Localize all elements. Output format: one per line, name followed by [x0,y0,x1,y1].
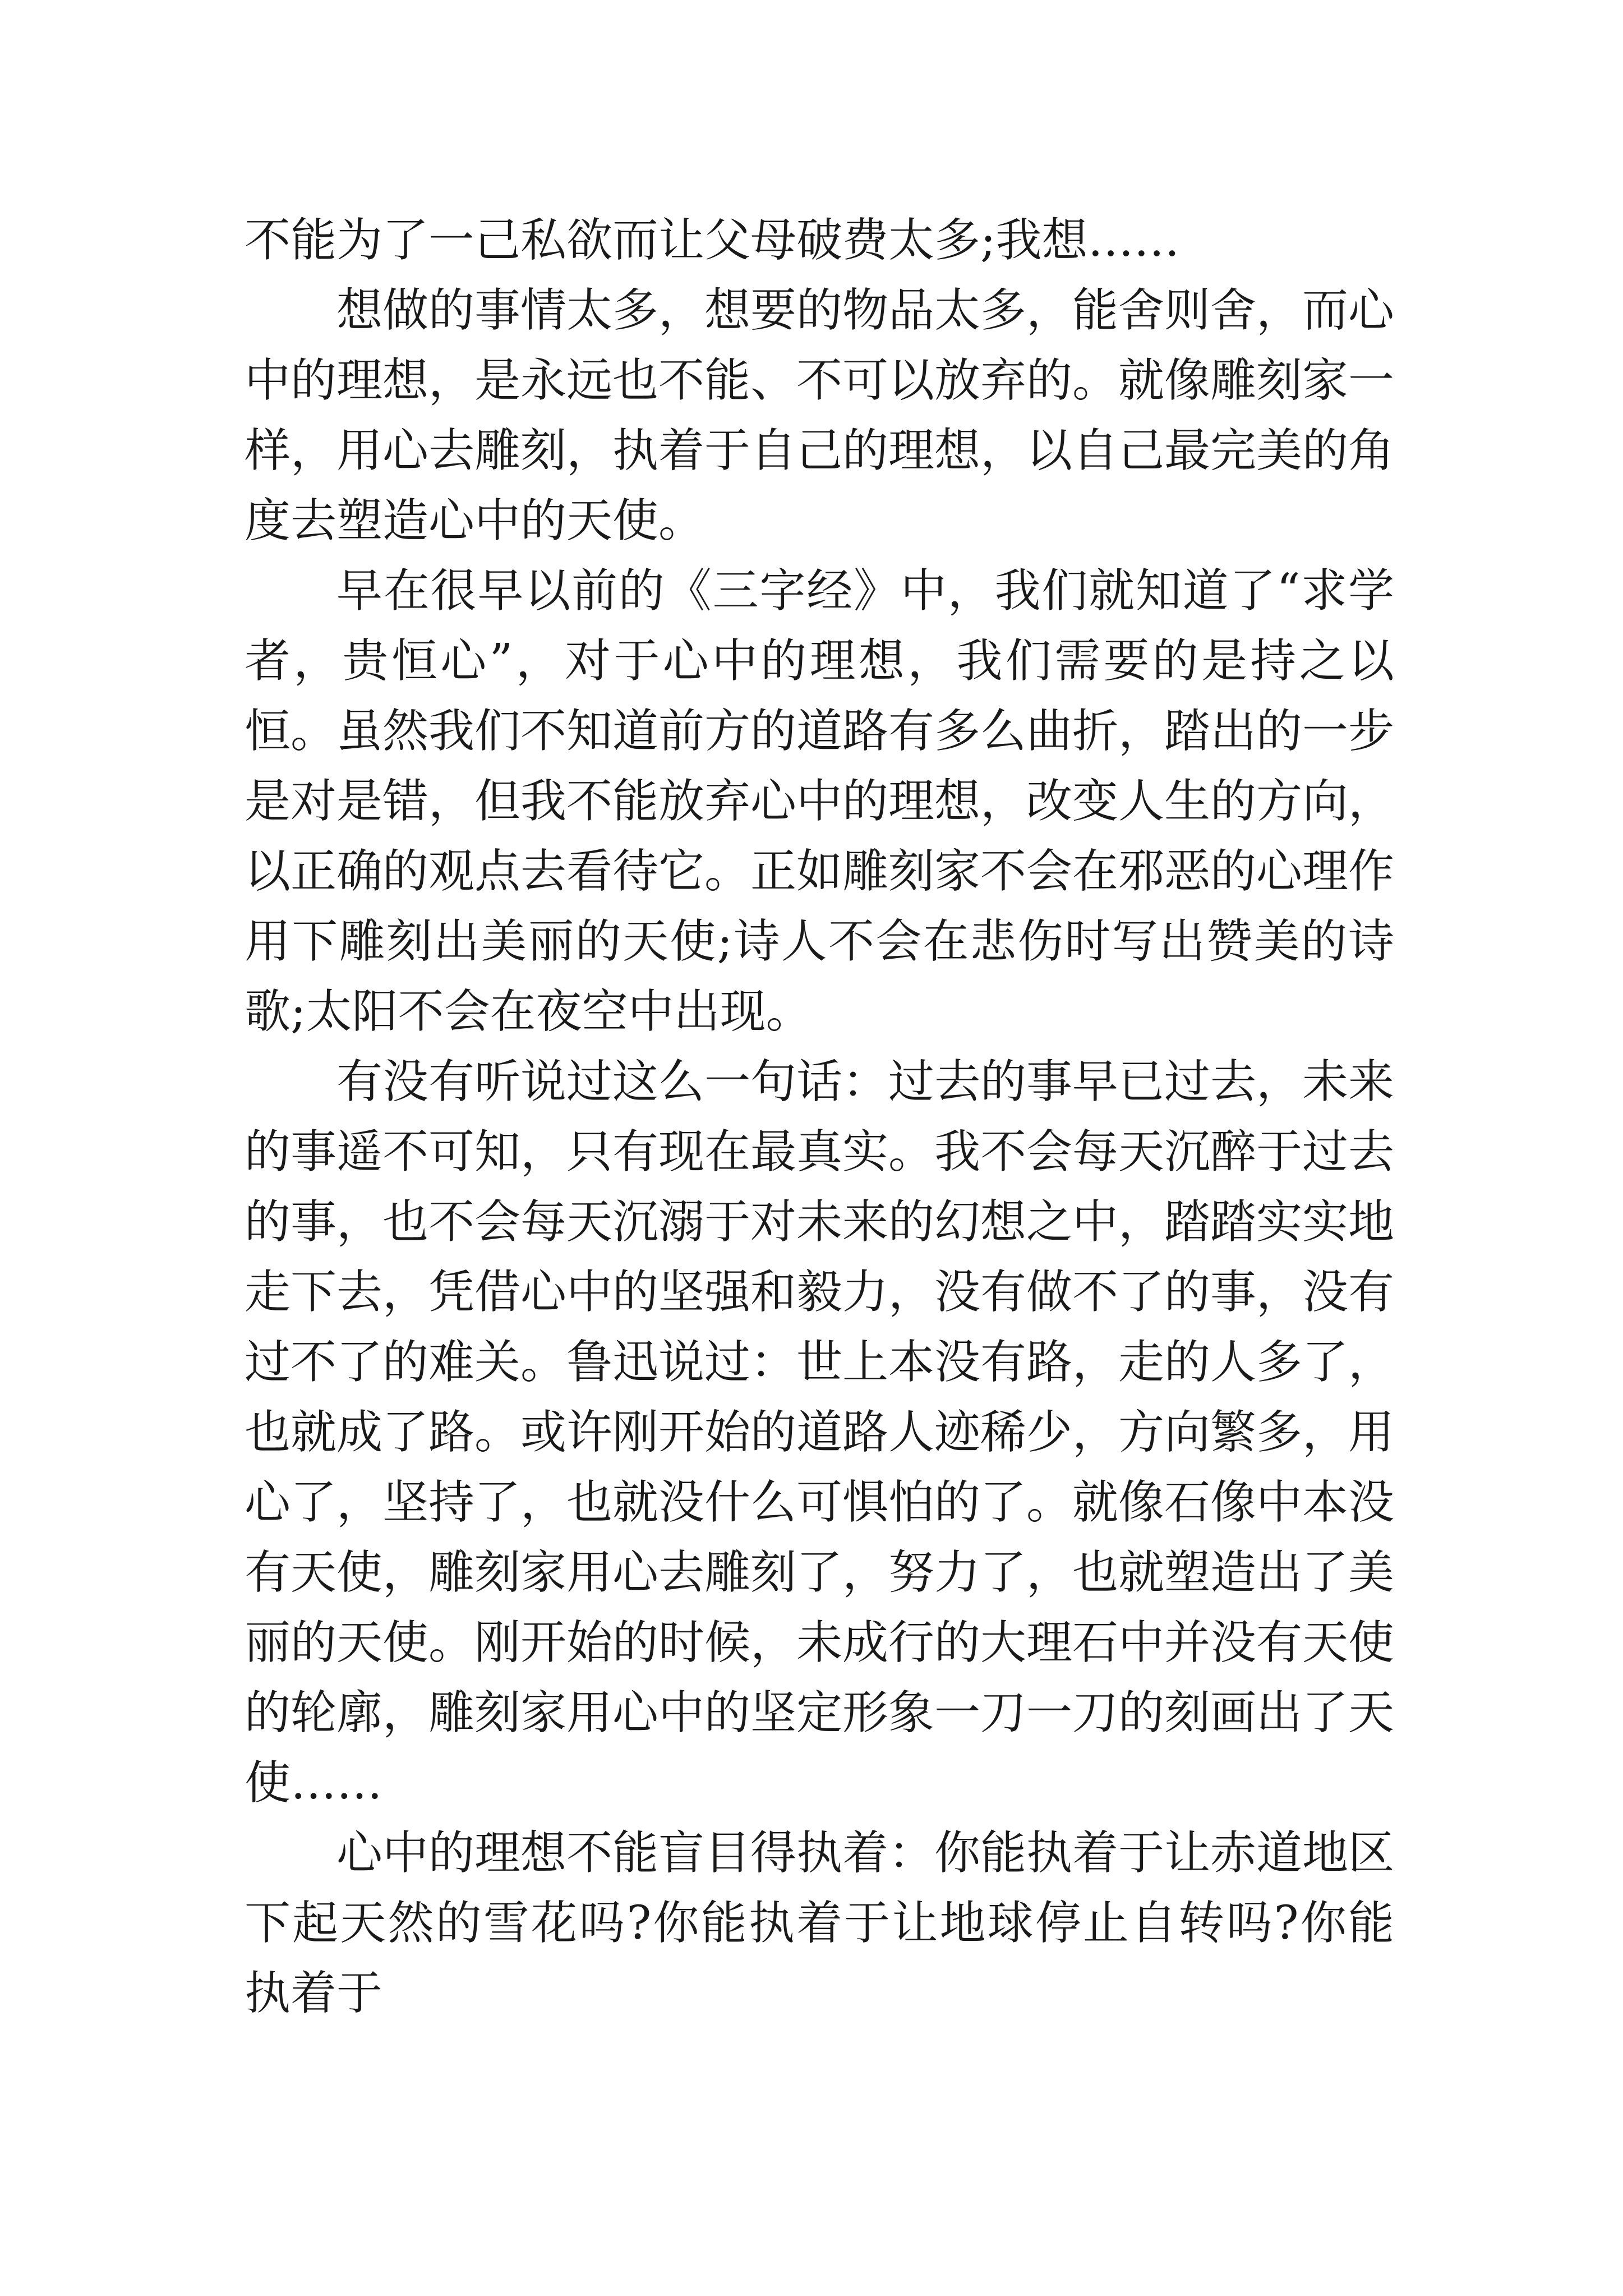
paragraph-5: 心中的理想不能盲目得执着：你能执着于让赤道地区下起天然的雪花吗?你能执着于让地球停止自转吗?你能执着于 [245,1826,1395,2020]
paragraph-4: 有没有听说过这么一句话：过去的事早已过去，未来的事遥不可知，只有现在最真实。我不会每天沉醉于过去的事，也不会每天沉溺于对未来的幻想之中，踏踏实实地走下去，凭借心中的坚强和毅力，没有做不了的事，没有过不了的难关。鲁迅说过：世上本没有路，走的人多了，也就成了路。或许刚开始的道路人迹稀少，方向繁多，用心了，坚持了，也就没什么可惧怕的了。就像石像中本没有天使，雕刻家用心去雕刻了，努力了，也就塑造出了美丽的天使。刚开始的时候，未成行的大理石中并没有天使的轮廓，雕刻家用心中的坚定形象一刀一刀的刻画出了天使…… [245,1055,1395,1810]
paragraph-2: 想做的事情太多，想要的物品太多，能舍则舍，而心中的理想，是永远也不能、不可以放弃的。就像雕刻家一样，用心去雕刻，执着于自己的理想，以自己最完美的角度去塑造心中的天使。 [245,284,1395,547]
document-body [245,205,1394,2028]
paragraph-3: 早在很早以前的《三字经》中，我们就知道了“求学者，贵恒心”，对于心中的理想，我们需要的是持之以恒。虽然我们不知道前方的道路有多么曲折，踏出的一步是对是错，但我不能放弃心中的理想，改变人生的方向，以正确的观点去看待它。正如雕刻家不会在邪恶的心理作用下雕刻出美丽的天使;诗人不会在悲伤时写出赞美的诗歌;太阳不会在夜空中出现。 [245,564,1395,1038]
paragraph-1: 不能为了一己私欲而让父母破费太多;我想…… [245,214,1180,267]
